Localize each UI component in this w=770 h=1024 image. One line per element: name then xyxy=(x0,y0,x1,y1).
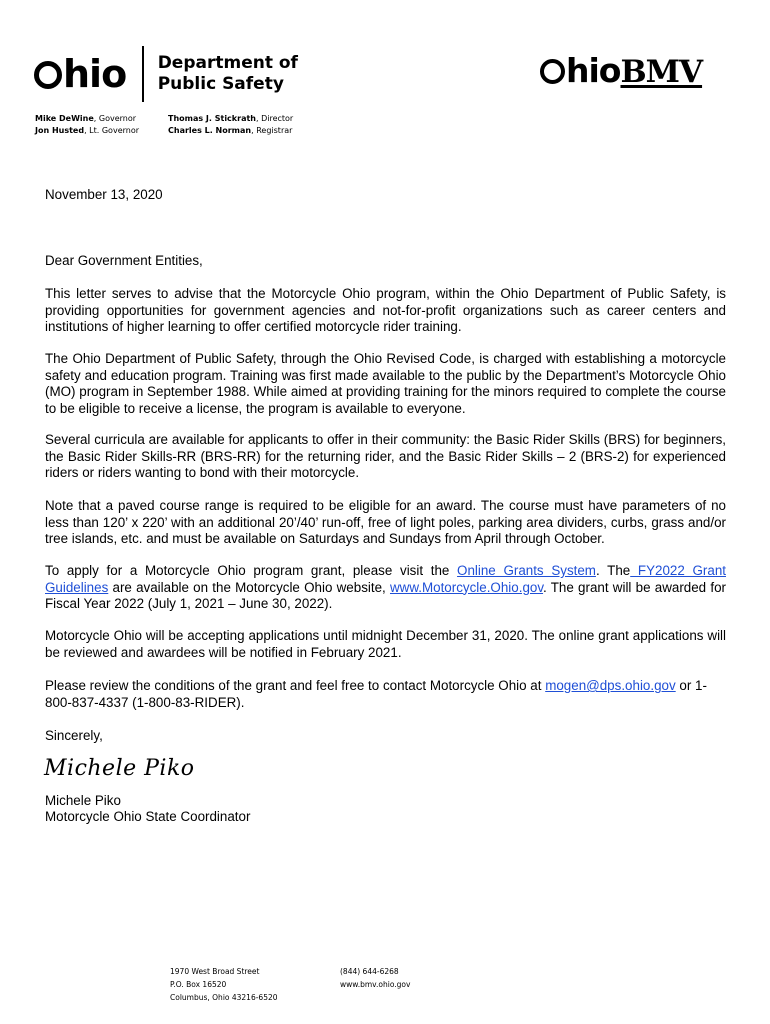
footer-address-line2: P.O. Box 16520 xyxy=(170,980,227,989)
official-lt-governor xyxy=(35,125,139,137)
official-governor xyxy=(35,113,139,125)
footer-phone: (844) 644-6268 xyxy=(340,967,399,976)
department-line2: Public Safety xyxy=(157,74,284,94)
department-name xyxy=(158,53,298,95)
letter-paragraph-4: Note that a paved course range is required to be eligible for an award. The course must have parameters of no less than 120’ x 220’ with an additional 20’/40’ run-off, free of light poles, parking area dividers, curbs, grass and/or tree islands, etc. and must be available on Saturdays and Sundays from April through October. xyxy=(45,498,726,546)
letter-paragraph-6: Motorcycle Ohio will be accepting applications until midnight December 31, 2020. The online grant applications will be reviewed and awardees will be notified in February 2021. xyxy=(45,628,726,660)
p5-text-b: . The xyxy=(595,563,631,578)
bmv-logo-o-icon xyxy=(540,59,565,84)
letter-closing: Sincerely, xyxy=(45,728,103,743)
signer-name: Michele Piko xyxy=(45,793,121,808)
ohio-bmv-logo xyxy=(540,51,703,90)
p5-text-a: To apply for a Motorcycle Ohio program grant, please visit the xyxy=(45,563,458,578)
letter-paragraph-1: This letter serves to advise that the Motorcycle Ohio program, within the Ohio Department of Public Safety, is providing opportunities for government agencies and not-for-profit organizations such as career centers and institutions of higher learning to offer certified motorcycle rider training. xyxy=(45,286,726,334)
logo-divider xyxy=(142,46,144,102)
official-title: , Registrar xyxy=(251,126,293,135)
ohio-dps-logo xyxy=(34,46,298,102)
official-name: Mike DeWine xyxy=(35,114,94,123)
official-name: Jon Husted xyxy=(35,126,85,135)
p7-text-a: Please review the conditions of the grant and feel free to contact Motorcycle Ohio at xyxy=(45,678,546,693)
bmv-logo-bmv-text: BMV xyxy=(620,54,703,90)
signer-title: Motorcycle Ohio State Coordinator xyxy=(45,809,251,824)
letter-date: November 13, 2020 xyxy=(45,187,163,202)
footer-address-line3: Columbus, Ohio 43216-6520 xyxy=(170,993,278,1002)
official-registrar xyxy=(168,125,293,137)
ohio-logo xyxy=(34,52,127,96)
official-name: Charles L. Norman xyxy=(168,126,252,135)
bmv-logo-ohio-text: hio xyxy=(566,51,621,90)
official-title: , Lt. Governor xyxy=(84,126,140,135)
letter-salutation: Dear Government Entities, xyxy=(45,253,203,268)
official-title: , Director xyxy=(255,114,294,123)
footer-address xyxy=(170,965,278,1004)
department-line1: Department of xyxy=(157,53,298,73)
signature-text: Michele Piko xyxy=(44,756,195,781)
footer-website: www.bmv.ohio.gov xyxy=(340,980,411,989)
p5-text-c: are available on the Motorcycle Ohio website, xyxy=(108,579,390,595)
ohio-logo-text: hio xyxy=(63,52,127,96)
letter-paragraph-3: Several curricula are available for applicants to offer in their community: the Basic Rider Skills (BRS) for beginners, the Basic Rider Skills-RR (BRS-RR) for the returning rider, and the Basic Rider Skills – 2 (BRS-2) for experienced riders or riders wanting to bond with their motorcycle. xyxy=(45,432,726,480)
ohio-logo-o-icon xyxy=(34,61,62,89)
official-director xyxy=(168,113,293,125)
p5-text-d: . The grant will be awarded for Fiscal Year 2022 (July 1, 2021 – June 30, 2022). xyxy=(45,579,726,611)
officials-left xyxy=(35,113,139,137)
official-title: , Governor xyxy=(93,114,137,123)
motorcycle-ohio-website-link[interactable]: www.Motorcycle.Ohio.gov xyxy=(389,579,544,595)
letter-paragraph-2: The Ohio Department of Public Safety, through the Ohio Revised Code, is charged with establishing a motorcycle safety and education program. Training was first made available to the public by the Department’s Motorcycle Ohio (MO) program in September 1988. While aimed at providing training for the minors required to complete the course to be eligible to receive a license, the program is available to everyone. xyxy=(45,351,726,416)
footer-address-line1: 1970 West Broad Street xyxy=(170,967,260,976)
online-grants-system-link[interactable]: Online Grants System xyxy=(457,563,596,578)
p7-text-b: or 1-800-837-4337 (1-800-83-RIDER). xyxy=(45,678,707,710)
letter-paragraph-5 xyxy=(45,563,726,613)
officials-right xyxy=(168,113,293,137)
official-name: Thomas J. Stickrath xyxy=(168,114,256,123)
letter-paragraph-7 xyxy=(45,678,726,711)
fy2022-grant-guidelines-link[interactable]: FY2022 Grant Guidelines xyxy=(45,563,726,595)
footer-contact xyxy=(340,965,410,991)
contact-email-link[interactable]: mogen@dps.ohio.gov xyxy=(545,678,676,693)
handwritten-signature xyxy=(44,756,195,781)
